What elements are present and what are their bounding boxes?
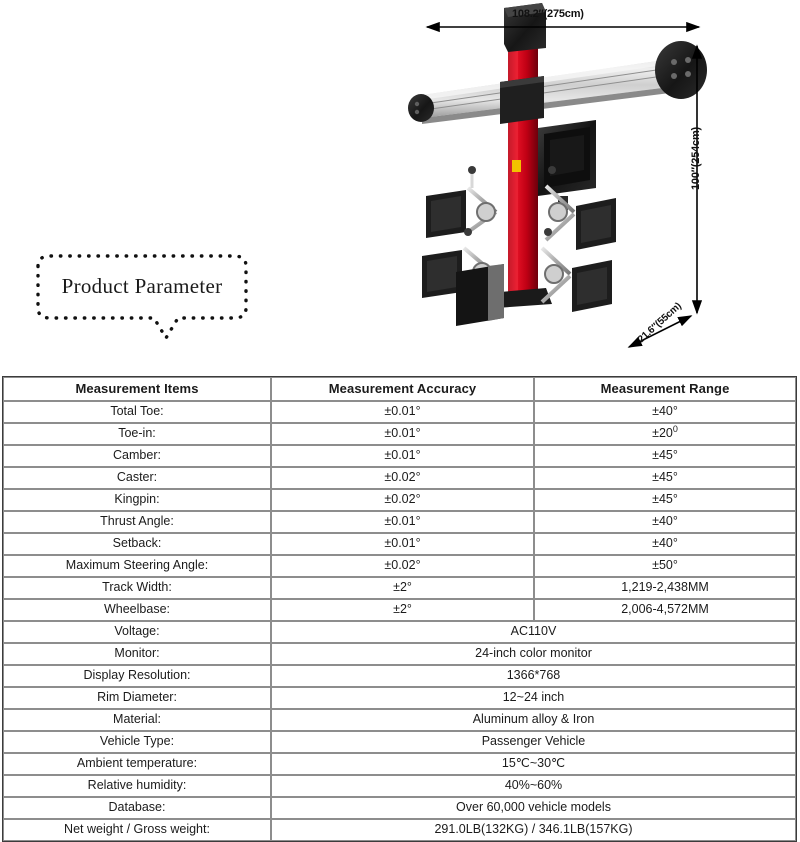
table-row [3,533,796,555]
cell-measurement-range: ±40° [534,511,796,533]
table-row [3,467,796,489]
table-row [3,753,796,775]
cell-measurement-range: ±40° [534,401,796,423]
cell-measurement-item: Wheelbase: [3,599,271,621]
cell-merged-value: Aluminum alloy & Iron [271,709,796,731]
cell-measurement-accuracy: ±0.02° [271,555,534,577]
cell-measurement-item: Relative humidity: [3,775,271,797]
cell-measurement-accuracy: ±0.01° [271,423,534,445]
cell-measurement-accuracy: ±2° [271,599,534,621]
cell-measurement-range: ±45° [534,489,796,511]
cell-merged-value: AC110V [271,621,796,643]
specification-table [2,376,797,842]
cell-measurement-accuracy: ±0.01° [271,401,534,423]
cell-measurement-range: ±50° [534,555,796,577]
product-parameter-title: Product Parameter [61,273,223,298]
cell-measurement-range: ±45° [534,445,796,467]
table-row [3,621,796,643]
table-row [3,797,796,819]
cell-measurement-item: Camber: [3,445,271,467]
cell-measurement-accuracy: ±0.02° [271,489,534,511]
cell-measurement-item: Track Width: [3,577,271,599]
table-row [3,643,796,665]
cell-measurement-range: 2,006-4,572MM [534,599,796,621]
table-header-row [3,377,796,401]
cell-measurement-accuracy: ±0.01° [271,533,534,555]
cell-measurement-range: $\pm 20^0$ [534,423,796,445]
cell-measurement-item: Voltage: [3,621,271,643]
product-hero-section [0,0,800,376]
table-row [3,555,796,577]
cell-measurement-accuracy: ±2° [271,577,534,599]
cell-merged-value: Over 60,000 vehicle models [271,797,796,819]
cell-measurement-item: Database: [3,797,271,819]
height-dimension-label: 100″(254cm) [690,127,702,190]
depth-dimension-label: 21.6″(55cm) [636,300,684,346]
header-measurement-accuracy: Measurement Accuracy [271,377,534,401]
table-row [3,819,796,841]
cell-measurement-range: ±40° [534,533,796,555]
cell-measurement-item: Maximum Steering Angle: [3,555,271,577]
cell-measurement-accuracy: ±0.01° [271,445,534,467]
table-row [3,401,796,423]
table-row [3,511,796,533]
header-measurement-items: Measurement Items [3,377,271,401]
product-parameter-callout [28,252,256,320]
table-row [3,687,796,709]
table-row [3,445,796,467]
table-row [3,599,796,621]
cell-measurement-item: Material: [3,709,271,731]
cell-merged-value: 12~24 inch [271,687,796,709]
table-row [3,665,796,687]
table-row [3,489,796,511]
table-row [3,731,796,753]
cell-measurement-item: Kingpin: [3,489,271,511]
cell-measurement-item: Setback: [3,533,271,555]
cell-measurement-item: Net weight / Gross weight: [3,819,271,841]
cell-merged-value: 1366*768 [271,665,796,687]
cell-measurement-accuracy: ±0.02° [271,467,534,489]
cell-merged-value: 24-inch color monitor [271,643,796,665]
header-measurement-range: Measurement Range [534,377,796,401]
cell-measurement-item: Ambient temperature: [3,753,271,775]
cell-merged-value: 15℃~30℃ [271,753,796,775]
cell-merged-value: 291.0LB(132KG) / 346.1LB(157KG) [271,819,796,841]
cell-measurement-range: 1,219-2,438MM [534,577,796,599]
cell-measurement-accuracy: ±0.01° [271,511,534,533]
cell-measurement-item: Monitor: [3,643,271,665]
cell-measurement-item: Rim Diameter: [3,687,271,709]
cell-measurement-item: Vehicle Type: [3,731,271,753]
table-row [3,577,796,599]
cell-measurement-item: Caster: [3,467,271,489]
width-dimension-label: 108.2″(275cm) [512,8,584,20]
cell-measurement-range: ±45° [534,467,796,489]
cell-merged-value: 40%~60% [271,775,796,797]
cell-measurement-item: Toe-in: [3,423,271,445]
specification-table-container [2,376,797,842]
table-row [3,423,796,445]
cell-merged-value: Passenger Vehicle [271,731,796,753]
cell-measurement-item: Thrust Angle: [3,511,271,533]
cell-measurement-item: Display Resolution: [3,665,271,687]
table-row [3,775,796,797]
table-row [3,709,796,731]
cell-measurement-item: Total Toe: [3,401,271,423]
